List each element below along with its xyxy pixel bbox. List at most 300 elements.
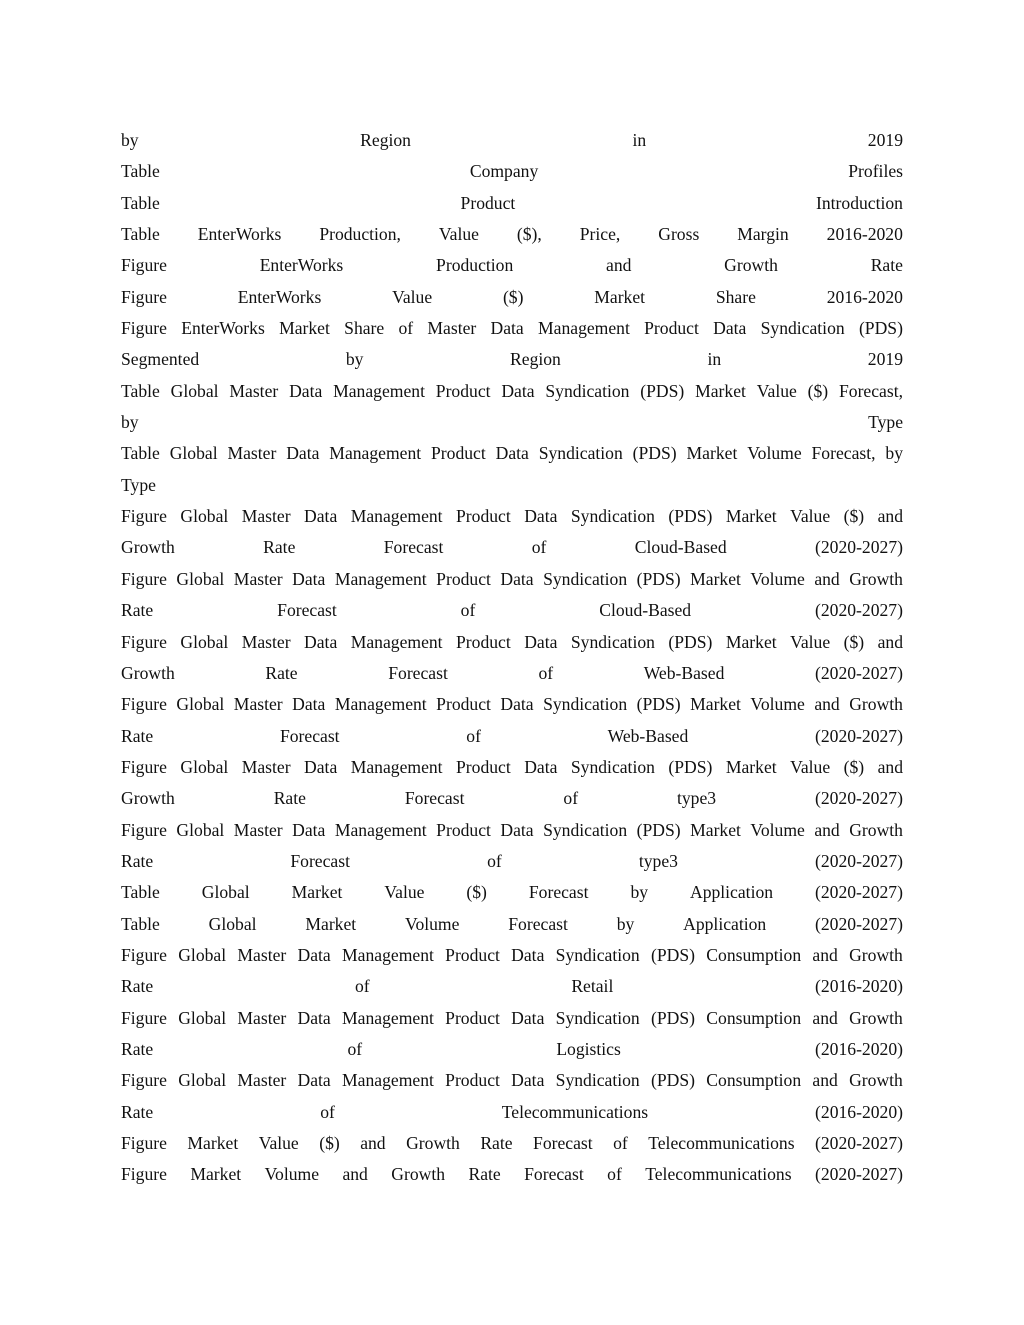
- word: 2016-2020: [826, 286, 903, 307]
- word: (PDS): [651, 1070, 696, 1091]
- word: Global: [201, 882, 250, 903]
- text-line: [121, 564, 903, 595]
- word: Volume: [747, 443, 802, 464]
- text-line: [121, 877, 903, 908]
- word: Figure: [121, 286, 167, 307]
- word: Rate: [121, 850, 154, 871]
- word: Management: [329, 443, 422, 464]
- word: Data: [511, 1007, 545, 1028]
- word: Value: [756, 380, 797, 401]
- word: Table: [121, 161, 160, 182]
- word: Value: [790, 756, 831, 777]
- word: Rate: [121, 725, 154, 746]
- word: Rate: [265, 662, 298, 683]
- word: Data: [500, 568, 534, 589]
- word: Profiles: [848, 161, 903, 182]
- word: Figure: [121, 1007, 167, 1028]
- word: Data: [511, 944, 545, 965]
- word: Figure: [121, 568, 167, 589]
- word: (PDS): [668, 756, 713, 777]
- word: Region: [360, 130, 411, 150]
- text-line: [121, 156, 903, 187]
- word: Volume: [750, 694, 805, 715]
- word: (PDS): [636, 694, 681, 715]
- word: Rate: [273, 788, 306, 809]
- word: and: [814, 568, 840, 589]
- word: Growth: [391, 1164, 446, 1185]
- word: Syndication: [543, 568, 628, 589]
- word: by: [121, 130, 139, 150]
- word: Global: [178, 1007, 227, 1028]
- word: Master: [237, 1007, 287, 1028]
- word: and: [812, 944, 838, 965]
- word: of: [563, 788, 579, 809]
- word: Forecast: [290, 850, 350, 871]
- word: Introduction: [816, 192, 903, 213]
- word: Production: [436, 255, 514, 276]
- word: Share: [344, 318, 385, 339]
- word: (PDS): [651, 944, 696, 965]
- word: and: [360, 1133, 386, 1153]
- word: Growth: [121, 788, 175, 809]
- word: Web-Based: [643, 662, 725, 683]
- word: Management: [342, 1070, 434, 1091]
- word: Table: [121, 380, 160, 401]
- word: Global: [176, 568, 225, 589]
- text-line: [121, 971, 903, 1002]
- word: Management: [334, 694, 427, 715]
- word: Global: [169, 443, 218, 464]
- word: by: [630, 882, 649, 903]
- word: (PDS): [668, 631, 713, 652]
- word: Consumption: [706, 1070, 802, 1091]
- text-line: [121, 1159, 903, 1190]
- text-line: [121, 1097, 903, 1128]
- word: Master: [229, 380, 279, 401]
- word: Rate: [870, 255, 903, 276]
- text-line: [121, 1003, 903, 1034]
- word: Growth: [121, 537, 175, 558]
- word: Management: [538, 318, 630, 339]
- word: Market: [305, 913, 357, 934]
- word: Data: [500, 694, 534, 715]
- word: Data: [511, 1070, 545, 1091]
- word: type3: [638, 850, 678, 871]
- word: Cloud-Based: [599, 600, 692, 621]
- word: Master: [233, 694, 283, 715]
- word: (2020-2027): [815, 725, 903, 746]
- word: Data: [297, 944, 331, 965]
- text-line: [121, 313, 903, 344]
- word: EnterWorks: [197, 224, 282, 245]
- word: Figure: [121, 318, 167, 339]
- word: of: [613, 1133, 628, 1153]
- word: Application: [683, 913, 767, 934]
- word: ($): [502, 286, 524, 307]
- word: Market: [690, 568, 741, 589]
- word: Cloud-Based: [634, 537, 727, 558]
- word: and: [877, 631, 903, 652]
- word: Data: [524, 756, 558, 777]
- word: Rate: [468, 1164, 501, 1185]
- word: Retail: [571, 976, 614, 997]
- word: Product: [456, 631, 511, 652]
- text-line: [121, 376, 903, 407]
- word: Type: [121, 474, 156, 495]
- word: Margin: [737, 224, 789, 245]
- word: of: [531, 537, 547, 558]
- word: Rate: [121, 1101, 154, 1122]
- word: Global: [180, 506, 229, 527]
- word: (PDS): [858, 318, 903, 339]
- word: Data: [292, 568, 326, 589]
- word: of: [538, 662, 554, 683]
- word: Figure: [121, 631, 167, 652]
- word: by: [121, 412, 139, 433]
- text-line: [121, 752, 903, 783]
- word: Volume: [750, 819, 805, 840]
- word: Table: [121, 882, 160, 903]
- word: 2019: [867, 349, 903, 370]
- word: Master: [241, 631, 291, 652]
- word: Table: [121, 443, 160, 464]
- word: Market: [187, 1133, 239, 1153]
- word: of: [398, 318, 414, 339]
- text-line: [121, 470, 903, 501]
- word: Value: [392, 286, 433, 307]
- word: Rate: [121, 1038, 154, 1059]
- word: (2020-2027): [815, 850, 903, 871]
- word: of: [354, 976, 370, 997]
- word: Rate: [480, 1133, 513, 1153]
- word: Forecast: [524, 1164, 584, 1185]
- text-line: [121, 940, 903, 971]
- word: Data: [490, 318, 524, 339]
- word: Market: [594, 286, 646, 307]
- word: Product: [644, 318, 699, 339]
- word: Application: [689, 882, 774, 903]
- word: (2016-2020): [815, 1101, 903, 1122]
- text-line: [121, 689, 903, 720]
- word: Product: [460, 192, 516, 213]
- word: Syndication: [570, 506, 655, 527]
- word: Figure: [121, 255, 167, 276]
- word: (2020-2027): [814, 788, 903, 809]
- word: Master: [241, 756, 291, 777]
- text-line: [121, 219, 903, 250]
- word: Forecast: [388, 662, 448, 683]
- word: Gross: [658, 224, 700, 245]
- word: Syndication: [555, 944, 640, 965]
- word: 2019: [867, 130, 903, 150]
- word: Volume: [750, 568, 805, 589]
- word: Syndication: [543, 694, 628, 715]
- word: Global: [180, 631, 229, 652]
- word: (2016-2020): [815, 1038, 903, 1059]
- word: Forecast: [277, 600, 337, 621]
- word: Market: [690, 819, 741, 840]
- word: Table: [121, 913, 160, 934]
- word: Product: [431, 443, 486, 464]
- word: EnterWorks: [181, 318, 265, 339]
- word: Rate: [263, 537, 296, 558]
- word: Type: [868, 412, 903, 433]
- word: Master: [233, 568, 283, 589]
- word: Market: [695, 380, 746, 401]
- word: Data: [297, 1070, 331, 1091]
- word: Management: [342, 944, 434, 965]
- word: Product: [456, 756, 511, 777]
- text-line: [121, 532, 903, 563]
- word: Value: [790, 631, 831, 652]
- word: ($): [843, 631, 865, 652]
- word: Management: [350, 756, 443, 777]
- word: EnterWorks: [259, 255, 344, 276]
- word: Syndication: [538, 443, 623, 464]
- word: Product: [436, 819, 491, 840]
- word: Company: [469, 161, 539, 182]
- word: Value: [790, 506, 831, 527]
- word: Master: [237, 944, 287, 965]
- word: Telecommunications: [648, 1133, 795, 1153]
- word: Global: [180, 756, 229, 777]
- word: (2020-2027): [815, 600, 903, 621]
- word: Price,: [579, 224, 621, 245]
- word: of: [320, 1101, 335, 1122]
- word: (PDS): [668, 506, 713, 527]
- word: Global: [178, 944, 227, 965]
- word: (2016-2020): [815, 976, 903, 997]
- text-line: [121, 815, 903, 846]
- text-line: [121, 1128, 903, 1159]
- text-line: [121, 407, 903, 438]
- word: in: [632, 130, 647, 150]
- word: Data: [304, 506, 338, 527]
- word: Growth: [849, 694, 903, 715]
- word: Data: [304, 756, 338, 777]
- word: ($),: [516, 224, 542, 245]
- word: Market: [686, 443, 738, 464]
- word: Telecommunications: [501, 1101, 649, 1122]
- word: Master: [427, 318, 477, 339]
- word: Management: [342, 1007, 434, 1028]
- word: by: [885, 443, 903, 464]
- word: Figure: [121, 506, 167, 527]
- word: Global: [170, 380, 219, 401]
- word: Figure: [121, 1070, 167, 1091]
- word: Management: [333, 380, 425, 401]
- word: Figure: [121, 1164, 167, 1185]
- word: Production,: [319, 224, 401, 245]
- word: (2020-2027): [815, 662, 903, 683]
- word: in: [707, 349, 722, 370]
- word: Data: [524, 506, 558, 527]
- text-line: [121, 501, 903, 532]
- word: Data: [292, 694, 326, 715]
- word: Product: [435, 380, 491, 401]
- word: and: [814, 819, 840, 840]
- word: ($): [807, 380, 829, 401]
- word: Master: [241, 506, 291, 527]
- word: of: [347, 1038, 363, 1059]
- word: of: [487, 850, 502, 871]
- word: Management: [350, 506, 443, 527]
- text-line: [121, 282, 903, 313]
- word: Table: [121, 224, 160, 245]
- word: Data: [289, 380, 323, 401]
- word: type3: [676, 788, 717, 809]
- word: Forecast: [404, 788, 465, 809]
- word: Syndication: [545, 380, 630, 401]
- word: (2020-2027): [815, 1133, 903, 1153]
- word: Syndication: [543, 819, 628, 840]
- word: Forecast: [383, 537, 444, 558]
- word: Master: [237, 1070, 287, 1091]
- word: Market: [291, 882, 343, 903]
- word: by: [616, 913, 635, 934]
- word: Figure: [121, 1133, 167, 1153]
- word: Telecommunications: [645, 1164, 792, 1185]
- word: (PDS): [651, 1007, 696, 1028]
- word: Management: [334, 819, 427, 840]
- word: Figure: [121, 819, 167, 840]
- text-line: [121, 250, 903, 281]
- word: ($): [466, 882, 487, 903]
- word: Syndication: [555, 1070, 640, 1091]
- word: and: [606, 255, 632, 276]
- text-line: [121, 344, 903, 375]
- word: Market: [279, 318, 330, 339]
- word: Consumption: [706, 1007, 802, 1028]
- word: (PDS): [640, 380, 685, 401]
- word: and: [342, 1164, 368, 1185]
- word: Product: [445, 944, 500, 965]
- word: (2020-2027): [815, 537, 903, 558]
- word: Growth: [849, 819, 903, 840]
- word: Global: [208, 913, 257, 934]
- word: (PDS): [636, 568, 681, 589]
- word: Growth: [849, 1070, 903, 1091]
- word: Table: [121, 192, 160, 213]
- word: Data: [297, 1007, 331, 1028]
- word: Syndication: [570, 631, 655, 652]
- word: Forecast: [508, 913, 568, 934]
- word: (2020-2027): [815, 913, 903, 934]
- word: of: [607, 1164, 622, 1185]
- word: Forecast: [528, 882, 589, 903]
- word: and: [812, 1007, 838, 1028]
- word: Web-Based: [607, 725, 689, 746]
- word: Syndication: [555, 1007, 640, 1028]
- word: of: [466, 725, 481, 746]
- word: Value: [438, 224, 479, 245]
- word: Syndication: [570, 756, 655, 777]
- word: Data: [524, 631, 558, 652]
- word: Share: [715, 286, 756, 307]
- text-line: [121, 125, 903, 156]
- word: Master: [233, 819, 283, 840]
- word: Product: [445, 1070, 500, 1091]
- word: Product: [436, 694, 491, 715]
- word: Rate: [121, 600, 154, 621]
- word: Forecast,: [811, 443, 876, 464]
- word: and: [877, 506, 903, 527]
- word: (PDS): [636, 819, 681, 840]
- word: Global: [176, 694, 225, 715]
- word: Value: [258, 1133, 299, 1153]
- word: Forecast: [533, 1133, 593, 1153]
- word: Volume: [405, 913, 460, 934]
- text-line: [121, 1065, 903, 1096]
- word: Growth: [849, 944, 903, 965]
- word: Growth: [849, 1007, 903, 1028]
- word: (2020-2027): [814, 1164, 903, 1185]
- text-line: [121, 438, 903, 469]
- word: (2020-2027): [815, 882, 903, 903]
- word: Region: [510, 349, 561, 370]
- text-line: [121, 721, 903, 752]
- word: Figure: [121, 694, 167, 715]
- text-line: [121, 595, 903, 626]
- word: Data: [500, 819, 534, 840]
- word: Syndication: [760, 318, 845, 339]
- word: Figure: [121, 944, 167, 965]
- word: Product: [445, 1007, 500, 1028]
- text-line: [121, 783, 903, 814]
- word: Product: [436, 568, 491, 589]
- word: Market: [725, 506, 777, 527]
- word: Figure: [121, 756, 167, 777]
- document-page: [121, 125, 903, 1191]
- text-line: [121, 1034, 903, 1065]
- word: Growth: [849, 568, 903, 589]
- word: Forecast,: [838, 380, 903, 401]
- text-line: [121, 658, 903, 689]
- word: Master: [227, 443, 277, 464]
- text-line: [121, 846, 903, 877]
- word: and: [814, 694, 840, 715]
- word: Volume: [264, 1164, 320, 1185]
- word: Product: [456, 506, 511, 527]
- word: Global: [178, 1070, 227, 1091]
- word: Global: [176, 819, 225, 840]
- word: Rate: [121, 976, 154, 997]
- word: Market: [690, 694, 741, 715]
- word: Data: [286, 443, 320, 464]
- word: Data: [292, 819, 326, 840]
- word: Market: [190, 1164, 242, 1185]
- word: and: [877, 756, 903, 777]
- word: by: [345, 349, 364, 370]
- word: Logistics: [556, 1038, 621, 1059]
- word: of: [460, 600, 476, 621]
- word: and: [812, 1070, 838, 1091]
- word: Value: [384, 882, 425, 903]
- word: ($): [843, 506, 865, 527]
- word: Consumption: [706, 944, 802, 965]
- word: Management: [350, 631, 443, 652]
- word: Segmented: [121, 349, 200, 370]
- text-line: [121, 909, 903, 940]
- text-line: [121, 627, 903, 658]
- text-line: [121, 188, 903, 219]
- word: ($): [843, 756, 865, 777]
- word: Data: [501, 380, 535, 401]
- word: ($): [319, 1133, 340, 1153]
- word: (PDS): [632, 443, 677, 464]
- word: Data: [713, 318, 747, 339]
- word: Growth: [406, 1133, 460, 1153]
